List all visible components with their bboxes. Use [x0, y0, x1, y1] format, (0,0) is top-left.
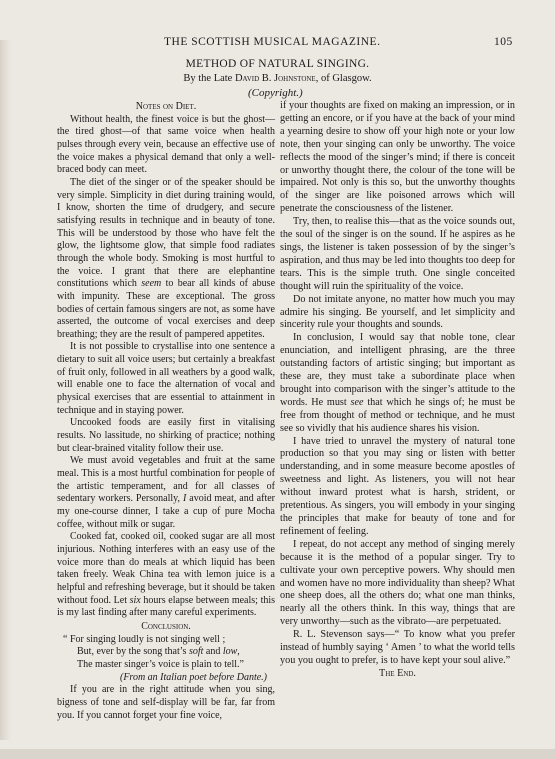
section-heading-diet: Notes on Diet. — [135, 101, 197, 112]
paragraph: The diet of the singer or of the speaker should be very simple. Simplicity in diet during training would, I know, shorten the time of drudgery, and secure satisfying results in technique and in beauty of tone. This will be understood by those who have felt the glow, the lightsome glow, that simple food radiates through the whole body. Smoking is most hurtful to the voice. I grant that there are elephantine constitutions which seem to bear all kinds of abuse with impunity. These are exceptional. The gross bodies of certain famous singers are not, as some have asserted, the outcome of vocal exercises and deep breathing; they are the result of pampered appetites. — [57, 176, 276, 340]
magazine-title: THE SCOTTISH MUSICAL MAGAZINE. — [164, 36, 381, 48]
verse-line: But, ever by the song that’s soft and low, — [77, 646, 240, 658]
paragraph: Uncooked foods are easily first in vitalising results. No lassitude, no shirking of practice; nothing but clear-brained vitality follow their use. — [57, 417, 275, 454]
paragraph: Try, then, to realise this—that as the voice sounds out, the soul of the singer is on the sound. If he aspires as he sings, the listener is taken possession of by the singer’s aspiration, and thus may be led into thoughts too deep for tears. This is the simple truth. One single conceited thought will ruin the spirituality of the voice. — [280, 216, 515, 292]
emphasis: seem — [141, 278, 162, 290]
right-column — [280, 100, 515, 681]
verse-line: “ For singing loudly is not singing well ; — [63, 633, 226, 645]
page-number: 105 — [494, 36, 513, 48]
verse-line: The master singer’s voice is plain to tell.” — [77, 658, 244, 670]
paragraph: If you are in the right attitude when you sing, bigness of tone and self-display will be far, far from you. If you cannot forget your fine voice, — [57, 684, 275, 721]
author-name: David B. Johnstone — [234, 73, 316, 84]
paragraph: I repeat, do not accept any method of singing merely because it is the method of a popular singer. Try to cultivate your own perceptive powers. Why should men and women have no more individuality than sheep? What one sheep does, all the others do; what one man thinks, nearly all the others think. In this way, things that are very unworthy—such as the vibrato—are perpetuated. — [280, 538, 515, 628]
page-bottom-edge — [0, 749, 555, 759]
emphasis: I — [182, 493, 187, 505]
poem-quote — [57, 634, 275, 685]
paragraph: I have tried to unravel the mystery of natural tone production so that you may sing or listen with better understanding, and in some measure become apostles of sweetness and light. As listeners, you will not hear without inward protest what is harsh, strident, or pretentious. As singers, you will embody in your singing the principles that make for beauty of tone and for refinement of feeling. — [280, 435, 515, 537]
facing-page-bleed — [0, 40, 12, 740]
paragraph: We must avoid vegetables and fruit at the same meal. This is a most hurtful combination for people of the artistic temperament, and for all classes of sedentary workers. Personally, I avoid meat, and after my one-course dinner, I take a cup of pure Mocha coffee, without milk or sugar. — [57, 455, 276, 530]
paragraph: R. L. Stevenson says—“ To know what you prefer instead of humbly saying ‘ Amen ’ to what the world tells you you ought to prefer, is to have kept your soul alive.” — [280, 629, 515, 666]
section-heading-conclusion: Conclusion. — [141, 620, 191, 632]
emphasis: six — [129, 594, 141, 606]
article-title: METHOD OF NATURAL SINGING. — [185, 58, 370, 70]
paragraph: if your thoughts are fixed on making an impression, or in getting an encore, or if you have at the back of your mind a yearning desire to show off your high note or your low note, then your singing can only be unworthy. The voice reflects the mood of the singer’s mind; if there is conceit or unworthy thought there, the colour of the tone will be impaired. Not only is this so, but the unworthy thoughts of the singer are like poisoned arrows which will penetrate the consciousness of the listener. — [280, 100, 515, 215]
byline-suffix: , of Glasgow. — [315, 73, 372, 84]
left-column — [57, 100, 275, 722]
the-end: The End. — [379, 667, 416, 679]
byline-prefix: By the Late — [183, 73, 233, 84]
emphasis: see — [350, 396, 364, 408]
article-byline — [0, 73, 555, 84]
copyright-notice: (Copyright.) — [248, 87, 303, 99]
paragraph: Cooked fat, cooked oil, cooked sugar are all most injurious. Nothing interferes with an easy use of the voice more than do meals at which liquid has been taken freely. Weak China tea with lemon juice is a helpful and refreshing beverage, but it should be taken without food. Let six hours elapse between meals; this is my last finding after many careful experiments. — [57, 531, 276, 619]
paragraph: It is not possible to crystallise into one sentence a dietary to suit all voice users; but certainly a breakfast of fruit only, followed in all weathers by a good walk, will enable one to face the alternation of vocal and physical exercises that are essential to attainment in technique and in staying power. — [57, 341, 275, 416]
paragraph: Without health, the finest voice is but the ghost—the tired ghost—of that same voice when health pulses through every vein, because an effective use of the voice makes a physical demand that only a well-braced body can meet. — [57, 113, 275, 176]
paragraph: Do not imitate anyone, no matter how much you may admire his singing. Be yourself, and let simplicity and sincerity rule your thoughts and sounds. — [280, 293, 515, 331]
paragraph: In conclusion, I would say that noble tone, clear enunciation, and intelligent phrasing, are the three outstanding factors of artistic singing; but important as these are, they must take a subordinate place when brought into comparison with the singer’s attitude to the words. He must see that which he sings of; he must be free from thought of method or technique, and he must see so vividly that his audience shares his vision. — [280, 332, 515, 434]
verse-attribution: (From an Italian poet before Dante.) — [119, 671, 267, 683]
